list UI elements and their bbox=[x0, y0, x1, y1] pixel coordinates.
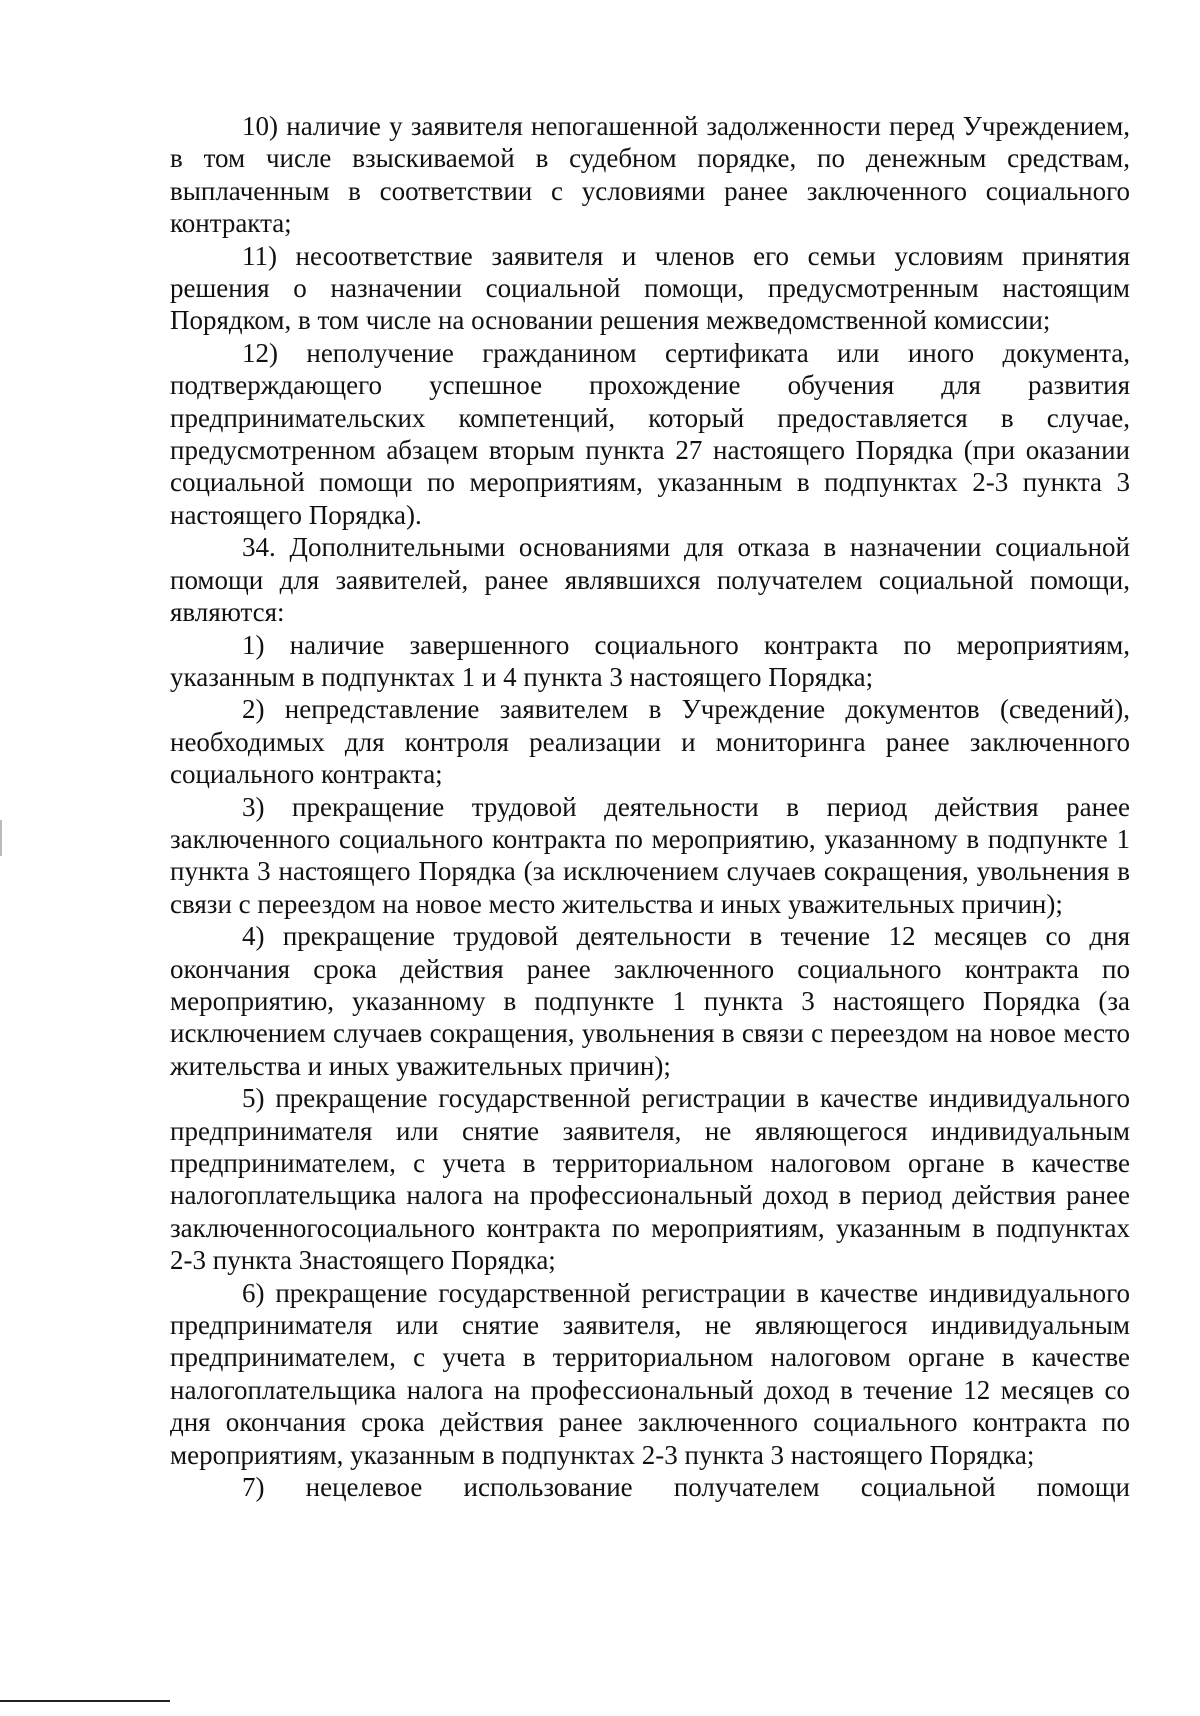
footnote-separator-line bbox=[0, 1700, 170, 1702]
paragraph-item-4: 4) прекращение трудовой деятельности в течение 12 месяцев со дня окончания срока действия ранее заключенного социального контракта по мероприятию, указанному в подпункте 1 пункта 3 настоящего Порядка (за исключением случаев сокращения, увольнения в связи с переездом на новое место жительства и иных уважительных причин); bbox=[170, 921, 1130, 1081]
paragraph-item-2: 2) непредставление заявителем в Учреждение документов (сведений), необходимых для контроля реализации и мониторинга ранее заключенного социального контракта; bbox=[170, 694, 1130, 790]
paragraph-item-1: 1) наличие завершенного социального контракта по мероприятиям, указанным в подпунктах 1 и 4 пункта 3 настоящего Порядка; bbox=[170, 629, 1130, 692]
paragraph-item-11: 11) несоответствие заявителя и членов его семьи условиям принятия решения о назначении социальной помощи, предусмотренным настоящим Порядком, в том числе на основании решения межведомственной комиссии; bbox=[170, 240, 1130, 336]
paragraph-item-7: 7) нецелевое использование получателем социальной помощи bbox=[242, 1472, 1130, 1503]
paragraph-item-10: 10) наличие у заявителя непогашенной задолженности перед Учреждением, в том числе взыскиваемой в судебном порядке, по денежным средствам, выплаченным в соответствии с условиями ранее заключенного социального контракта; bbox=[170, 111, 1130, 239]
paragraph-clause-34: 34. Дополнительными основаниями для отказа в назначении социальной помощи для заявителей, ранее являвшихся получателем социальной помощи, являются: bbox=[170, 532, 1130, 628]
paragraph-item-6: 6) прекращение государственной регистрации в качестве индивидуального предпринимателя или снятие заявителя, не являющегося индивидуальным предпринимателем, с учета в территориальном налоговом органе в качестве налогоплательщика налога на профессиональный доход в течение 12 месяцев со дня окончания срока действия ранее заключенного социального контракта по мероприятиям, указанным в подпунктах 2-3 пункта 3 настоящего Порядка; bbox=[170, 1277, 1130, 1470]
document-body bbox=[170, 110, 1130, 1503]
paragraph-item-3: 3) прекращение трудовой деятельности в период действия ранее заключенного социального контракта по мероприятию, указанному в подпункте 1 пункта 3 настоящего Порядка (за исключением случаев сокращения, увольнения в связи с переездом на новое место жительства и иных уважительных причин); bbox=[170, 791, 1130, 919]
paragraph-item-5: 5) прекращение государственной регистрации в качестве индивидуального предпринимателя или снятие заявителя, не являющегося индивидуальным предпринимателем, с учета в территориальном налоговом органе в качестве налогоплательщика налога на профессиональный доход в период действия ранее заключенногосоциального контракта по мероприятиям, указанным в подпунктах 2-3 пункта 3настоящего Порядка; bbox=[170, 1083, 1130, 1276]
scan-edge-mark bbox=[0, 820, 2, 856]
paragraph-item-12: 12) неполучение гражданином сертификата или иного документа, подтверждающего успешное прохождение обучения для развития предпринимательских компетенций, который предоставляется в случае, предусмотренном абзацем вторым пункта 27 настоящего Порядка (при оказании социальной помощи по мероприятиям, указанным в подпунктах 2-3 пункта 3 настоящего Порядка). bbox=[170, 337, 1130, 530]
